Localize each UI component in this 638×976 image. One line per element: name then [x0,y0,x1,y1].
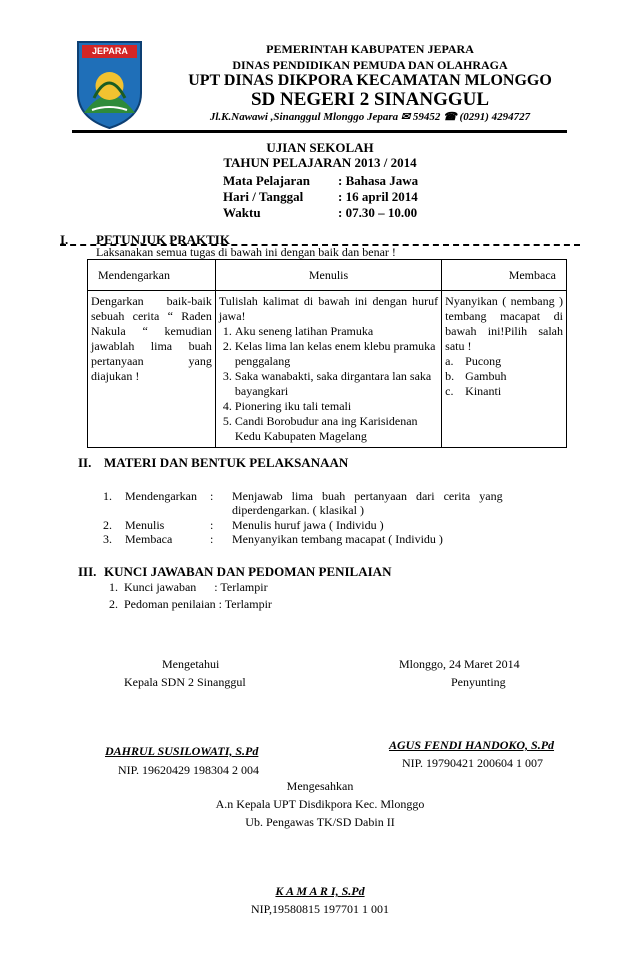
header-address: Jl.K.Nawawi ,Sinanggul Mlonggo Jepara ✉ 59452 ☎ (0291) 4294727 [209,111,531,123]
info-value-subject: : Bahasa Jawa [338,173,419,188]
header-divider [72,130,567,133]
list-item: b. Gambuh [445,369,507,383]
list-item: 2. Menulis : Menulis huruf jawa ( Individu ) [103,518,384,532]
sig-left-name: DAHRUL SUSILOWATI, S.Pd [105,744,259,758]
sig-center-role2: Ub. Pengawas TK/SD Dabin II [245,815,395,829]
header-school-name: SD NEGERI 2 SINANGGUL [250,89,490,110]
list-item: 2. Pedoman penilaian : Terlampir [109,597,272,611]
exam-year: TAHUN PELAJARAN 2013 / 2014 [223,155,417,170]
section2-title: MATERI DAN BENTUK PELAKSANAAN [104,455,349,470]
section1-title: PETUNJUK PRAKTIK [96,232,230,247]
sig-center-name: K A M A R I, S.Pd [275,884,365,898]
table-cell-reading [442,291,567,448]
header-line-department: DINAS PENDIDIKAN PEMUDA DAN OLAHRAGA [232,58,508,72]
writing-intro: Tulislah kalimat di bawah ini dengan huruf jawa! [218,294,439,323]
list-item: a. Pucong [445,354,502,368]
writing-list [219,324,438,444]
exam-title: UJIAN SEKOLAH [266,140,374,155]
sig-left-nip: NIP. 19620429 198304 2 004 [118,763,260,777]
info-label-time: Waktu [223,205,261,220]
jepara-logo [72,38,147,130]
list-item: 4. Pionering iku tali temali [235,399,438,414]
list-item: 3. Saka wanabakti, saka dirgantara lan saka bayangkari [235,369,438,399]
info-value-date: : 16 april 2014 [338,189,418,204]
logo-text: JEPARA [92,46,128,56]
section1-instruction: Laksanakan semua tugas di bawah ini dengan baik dan benar ! [96,245,396,259]
sig-right-name: AGUS FENDI HANDOKO, S.Pd [389,738,555,752]
list-item: 5. Candi Borobudur ana ing Karisidenan Kedu Kabupaten Magelang [235,414,438,444]
info-label-subject: Mata Pelajaran [223,173,311,188]
section2-number: II. [78,455,92,470]
header-line-government: PEMERINTAH KABUPATEN JEPARA [266,42,474,56]
sig-right-role: Penyunting [451,675,506,689]
section3-number: III. [78,564,97,579]
header-line-upt: UPT DINAS DIKPORA KECAMATAN MLONGGO [188,72,552,89]
sig-right-place-date: Mlonggo, 24 Maret 2014 [399,657,520,671]
sig-center-role1: A.n Kepala UPT Disdikpora Kec. Mlonggo [215,797,425,811]
table-header-listening: Mendengarkan [88,260,216,291]
sig-right-nip: NIP. 19790421 200604 1 007 [402,756,544,770]
sig-center-label: Mengesahkan [286,779,354,793]
list-item: 2. Kelas lima lan kelas enem klebu pramuka penggalang [235,339,438,369]
sig-center-nip: NIP,19580815 197701 1 001 [250,902,389,916]
sig-left-role: Kepala SDN 2 Sinanggul [124,675,246,689]
list-item: 1. Kunci jawaban : Terlampir [109,580,268,594]
sig-left-label: Mengetahui [162,657,220,671]
section1-number: I. [60,232,69,247]
list-item: 1. Aku seneng latihan Pramuka [235,324,438,339]
list-item: 3. Membaca : Menyanyikan tembang macapat ( Individu ) [103,532,443,546]
table-header-writing: Menulis [215,260,441,291]
table-cell-writing [215,291,441,448]
section2-item1-continued: diperdengarkan. ( klasikal ) [232,503,364,517]
practice-table [87,259,567,448]
section3-title: KUNCI JAWABAN DAN PEDOMAN PENILAIAN [104,564,392,579]
table-header-reading: Membaca [442,260,567,291]
list-item: c. Kinanti [445,384,502,398]
info-label-date: Hari / Tanggal [223,189,304,204]
table-cell-listening: Dengarkan baik-baik sebuah cerita “ Raden Nakula “ kemudian jawablah lima buah pertanyaan yang diajukan ! [88,291,216,448]
info-value-time: : 07.30 – 10.00 [338,205,418,220]
list-item: 1. Mendengarkan : Menjawab lima buah pertanyaan dari cerita yang [103,489,503,503]
reading-intro: Nyanyikan ( nembang ) tembang macapat di bawah ini!Pilih salah satu ! [445,294,563,353]
